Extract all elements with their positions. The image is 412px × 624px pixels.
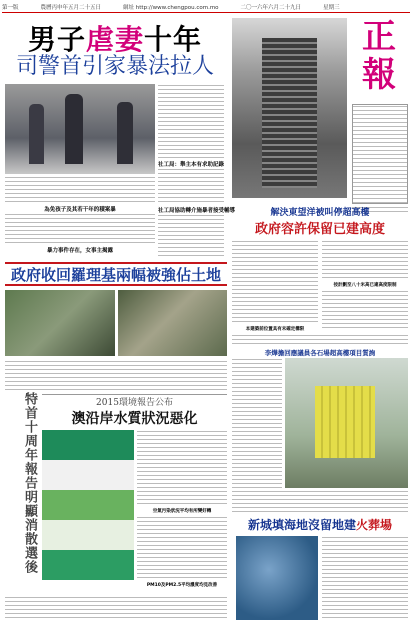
lead-body-text-2: [5, 176, 155, 204]
story3-text-1: [232, 240, 318, 324]
masthead-line1: 正: [362, 17, 396, 57]
story5-subhead-1: 空氣污染狀況平均有所變好轉: [152, 509, 212, 514]
top-rule: [2, 12, 410, 13]
story4-text: [232, 358, 282, 488]
story3-text-4: [232, 334, 408, 344]
story5-kicker: 2015環境報告公布: [96, 398, 173, 408]
story2-text: [5, 360, 227, 390]
story5-text-1: [137, 430, 227, 506]
story3-kicker: 解決東望洋被叫停超高樓: [270, 208, 370, 218]
lead-sidebar-title: 社工局：舉主本有求助記錄: [158, 162, 225, 168]
masthead: [350, 18, 408, 104]
lead-headline-highlight: 虐妻: [85, 23, 144, 56]
lead-headline: [4, 18, 226, 56]
story2-photo-1: [5, 290, 115, 356]
page-label: 第一版: [2, 5, 19, 11]
lead-subhead-2: 暴力事件存在，女事主揭露: [46, 248, 113, 254]
story6-headline-part1: 新城填海地沒留地建: [247, 518, 356, 532]
story5-headline: 澳沿岸水質狀況惡化: [71, 411, 198, 427]
story5-subhead-2: PM10及PM2.5平均濃度均見改善: [146, 583, 218, 588]
story5-text-2: [137, 516, 227, 580]
story5-infographic: [42, 430, 134, 580]
story6-map: [236, 536, 318, 620]
story4-photo-tower: [315, 386, 375, 458]
lead-photo-figure: [117, 102, 133, 164]
lead-photo-figure: [65, 94, 83, 164]
story5-text-3: [5, 596, 227, 620]
story4-headline: 李燁擔回應議員各石場超高樓項目質詢: [264, 349, 376, 357]
building-photo-tower: [262, 38, 317, 188]
lead-headline-part2: 十年: [144, 23, 203, 56]
lead-sidebar-sub: 社工局協助轉介施暴者接受輔導: [158, 208, 236, 214]
story4-text-2: [232, 490, 408, 512]
story3-subhead-2: 本建築前位置具有未確定構限: [245, 327, 305, 332]
lead-photo: [5, 84, 155, 174]
story6-headline: [232, 516, 408, 533]
story2-headline: 政府收回羅理基兩幅被強佔土地: [5, 262, 227, 286]
lead-body-text-3: [5, 213, 155, 245]
website-link[interactable]: 網址 http://www.chengpou.com.mo: [123, 5, 219, 11]
story5-header: [42, 394, 227, 428]
story2-photo-2: [118, 290, 227, 356]
lunar-date: 農曆丙申年五月二十五日: [40, 5, 102, 11]
lead-subhead-1: 為免孩子及其若干年的積案暴: [44, 207, 116, 213]
lead-body-text-4: [158, 214, 224, 256]
weekday: 星期三: [323, 5, 340, 11]
story6-text: [322, 536, 408, 620]
story4-photo: [285, 358, 408, 488]
top-bar: [2, 2, 410, 12]
story3-text-2: [322, 240, 408, 280]
building-photo: [232, 18, 347, 198]
story6-headline-highlight: 火葬場: [356, 518, 393, 532]
story3-subhead-1: 按計劃至八十米高已違高度限制: [333, 283, 397, 288]
lead-headline-part1: 男子: [27, 23, 86, 56]
vertical-feature: 特首十周年報告明顯消散選後: [22, 392, 37, 574]
lead-photo-figure: [29, 104, 44, 164]
lead-body-text: [158, 84, 224, 160]
lead-subheadline: 司警首引家暴法拉人: [15, 54, 214, 79]
lead-sidebar-text: [158, 168, 224, 204]
date-gregorian: 二〇一六年六月二十九日: [240, 5, 302, 11]
masthead-info-box: [352, 104, 408, 204]
masthead-line2: 報: [362, 55, 396, 95]
story3-headline: 政府容許保留已建高度: [254, 221, 385, 237]
story3-text-3: [322, 290, 408, 330]
